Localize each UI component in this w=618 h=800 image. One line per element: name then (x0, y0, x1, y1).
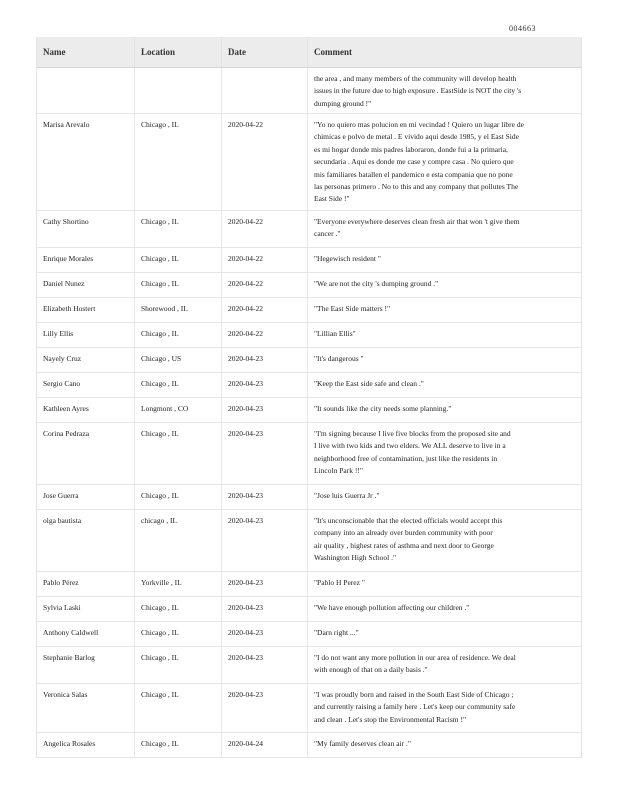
row-name: Enrique Morales (37, 248, 135, 272)
row-name: Sylvia Laski (37, 597, 135, 621)
table-row (37, 398, 581, 423)
row-date: 2020-04-23 (222, 485, 308, 509)
row-name (37, 68, 135, 113)
row-name: Sergio Cano (37, 373, 135, 397)
row-location: Chicago , IL (135, 423, 222, 484)
row-location (135, 68, 222, 113)
row-name: Daniel Nunez (37, 273, 135, 297)
row-comment: "Keep the East side safe and clean ." (314, 379, 424, 388)
row-location: Chicago , IL (135, 248, 222, 272)
row-comment: "Darn right ..." (314, 628, 359, 637)
row-location: Yorkville , IL (135, 572, 222, 596)
row-location: Chicago , IL (135, 622, 222, 646)
row-name: Cathy Shortino (37, 211, 135, 247)
row-location: Chicago , IL (135, 647, 222, 683)
comments-table (36, 37, 582, 758)
row-name: Lilly Ellis (37, 323, 135, 347)
table-row (37, 248, 581, 273)
row-location: Chicago , IL (135, 114, 222, 210)
row-comment: "It's unconscionable that the elected officials would accept this company into an already over burden community with poor air quality , highest rates of asthma and next door to George Washington High School ." (314, 516, 503, 563)
row-comment: "It sounds like the city needs some planning." (314, 404, 452, 413)
row-comment: "I do not want any more pollution in our area of residence. We deal with enough of that on a daily basis ." (314, 653, 516, 675)
table-row (37, 423, 581, 485)
table-row (37, 298, 581, 323)
table-row (37, 572, 581, 597)
row-name: Veronica Salas (37, 684, 135, 732)
row-date: 2020-04-22 (222, 323, 308, 347)
row-name: Anthony Caldwell (37, 622, 135, 646)
row-name: Marisa Arevalo (37, 114, 135, 210)
table-row (37, 622, 581, 647)
header-comment: Comment (314, 47, 352, 57)
row-location: Chicago , IL (135, 485, 222, 509)
row-date: 2020-04-23 (222, 684, 308, 732)
row-location: Chicago , IL (135, 273, 222, 297)
row-name: olga bautista (37, 510, 135, 571)
header-date: Date (222, 37, 308, 67)
row-location: Chicago , IL (135, 684, 222, 732)
table-row (37, 684, 581, 733)
row-location: Chicago , IL (135, 373, 222, 397)
row-comment: "It's dangerous " (314, 354, 364, 363)
row-date: 2020-04-23 (222, 510, 308, 571)
row-location: Chicago , IL (135, 733, 222, 757)
row-date (222, 68, 308, 113)
row-comment: "Pablo H Perez " (314, 578, 365, 587)
row-date: 2020-04-22 (222, 273, 308, 297)
table-row (37, 733, 581, 758)
row-date: 2020-04-23 (222, 647, 308, 683)
row-comment: "My family deserves clean air ." (314, 739, 411, 748)
table-row (37, 647, 581, 684)
row-name: Angelica Rosales (37, 733, 135, 757)
row-location: Chicago , IL (135, 211, 222, 247)
row-date: 2020-04-24 (222, 733, 308, 757)
table-header (37, 37, 581, 68)
table-row (37, 373, 581, 398)
row-comment: "Yo no quiero mas polucion en mi vecindad ! Quiero un lugar libre de chimicas e polvo de metal . E vivido aqui desde 1985, y el East Side es mi hogar donde mis padres laboraron, donde fui a la primaria, secundaria . Aqui es donde me case y compre casa . No quiero que mis familiares batallen el pandemico e esta compania que no pone las personas primero . No to this and any company that pollutes The East Side !" (314, 120, 524, 204)
row-location: chicago , IL (135, 510, 222, 571)
table-row (37, 68, 581, 114)
table-body (37, 68, 581, 758)
table-row (37, 323, 581, 348)
row-date: 2020-04-23 (222, 622, 308, 646)
row-date: 2020-04-23 (222, 572, 308, 596)
row-name: Nayely Cruz (37, 348, 135, 372)
row-date: 2020-04-22 (222, 298, 308, 322)
row-comment: "Lillian Ellis" (314, 329, 356, 338)
row-date: 2020-04-23 (222, 373, 308, 397)
row-comment: "We have enough pollution affecting our children ." (314, 603, 470, 612)
table-row (37, 273, 581, 298)
row-location: Chicago , US (135, 348, 222, 372)
row-location: Longmont , CO (135, 398, 222, 422)
row-name: Elizabeth Hostert (37, 298, 135, 322)
row-name: Pablo Pérez (37, 572, 135, 596)
row-comment: the area , and many members of the community will develop health issues in the future due to high exposure . EastSide is NOT the city 's dumping ground !" (314, 74, 522, 108)
row-comment: "Jose luis Guerra Jr ." (314, 491, 380, 500)
row-name: Jose Guerra (37, 485, 135, 509)
row-date: 2020-04-22 (222, 248, 308, 272)
row-date: 2020-04-22 (222, 211, 308, 247)
row-comment: "We are not the city 's dumping ground ." (314, 279, 439, 288)
row-location: Chicago , IL (135, 323, 222, 347)
row-comment: "I was proudly born and raised in the South East Side of Chicago ; and currently raising a family here . Let's keep our community safe and clean . Let's stop the Environmental Racism !" (314, 690, 516, 724)
table-row (37, 114, 581, 211)
row-date: 2020-04-23 (222, 597, 308, 621)
row-location: Chicago , IL (135, 597, 222, 621)
row-name: Corina Pedraza (37, 423, 135, 484)
row-comment: "Everyone everywhere deserves clean fresh air that won 't give them cancer ." (314, 217, 520, 239)
row-comment: "Hegewisch resident " (314, 254, 381, 263)
row-date: 2020-04-23 (222, 423, 308, 484)
table-row (37, 211, 581, 248)
table-row (37, 348, 581, 373)
row-comment: "I'm signing because I live five blocks from the proposed site and I live with two kids and two elders. We ALL deserve to live in a neighborhood free of contamination, just like the residents in Lincoln Park !!" (314, 429, 511, 476)
row-name: Kathleen Ayres (37, 398, 135, 422)
row-date: 2020-04-23 (222, 398, 308, 422)
header-location: Location (135, 37, 222, 67)
row-location: Shorewood , IL (135, 298, 222, 322)
document-id: 004663 (509, 24, 536, 33)
header-name: Name (37, 37, 135, 67)
table-row (37, 485, 581, 510)
table-row (37, 510, 581, 572)
row-name: Stephanie Barlog (37, 647, 135, 683)
row-date: 2020-04-22 (222, 114, 308, 210)
row-comment: "The East Side matters !" (314, 304, 391, 313)
table-row (37, 597, 581, 622)
row-date: 2020-04-23 (222, 348, 308, 372)
